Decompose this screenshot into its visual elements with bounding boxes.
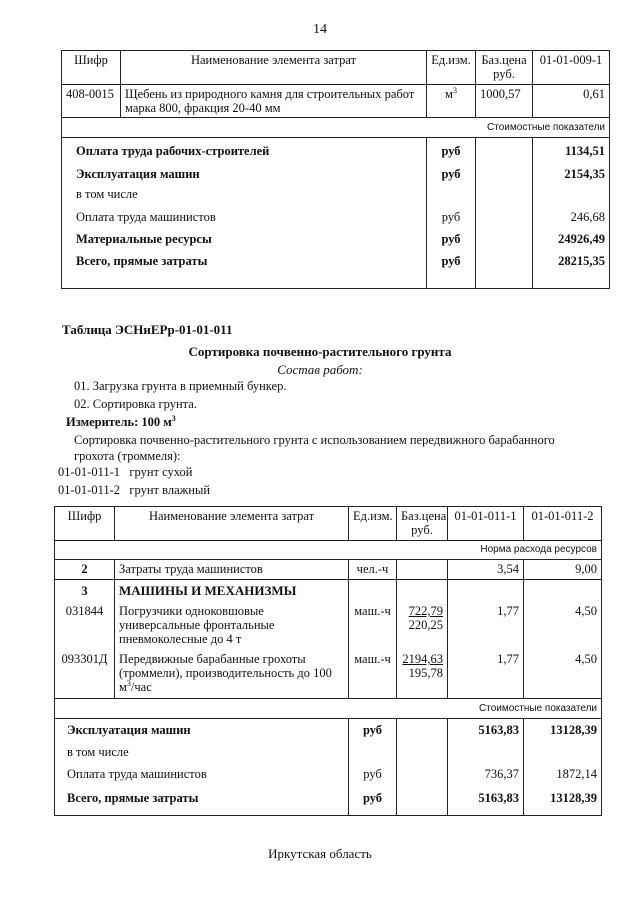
cost-value: 5163,83 bbox=[478, 723, 519, 737]
row-name: Щебень из природного камня для строительных работ марка 800, фракция 20-40 мм bbox=[121, 85, 427, 118]
machine-value: 1,77 bbox=[497, 604, 519, 618]
norm-label: Норма расхода ресурсов bbox=[55, 541, 602, 560]
cost-unit: руб bbox=[363, 767, 382, 781]
cost-value: 28215,35 bbox=[558, 254, 605, 268]
cost-name: Материальные ресурсы bbox=[76, 232, 212, 246]
machine-values-2 bbox=[524, 580, 602, 699]
section-title: Сортировка почвенно-растительного грунта bbox=[188, 344, 452, 359]
price-bottom: 220,25 bbox=[408, 618, 443, 632]
table-header-row bbox=[62, 51, 610, 85]
meter-label: Измеритель: 100 $м^3$ bbox=[66, 413, 176, 429]
cost-value: 5163,83 bbox=[478, 791, 519, 805]
cost-rows bbox=[55, 719, 602, 816]
price-bottom: 195,78 bbox=[408, 666, 443, 680]
row-price bbox=[397, 560, 448, 580]
machine-price bbox=[401, 604, 443, 652]
cost-values bbox=[533, 138, 610, 289]
row-code: 2 bbox=[55, 560, 115, 580]
cost-name: Оплата труда машинистов bbox=[67, 767, 207, 781]
header-variant-1: 01-01-011-1 bbox=[448, 507, 524, 541]
cost-price-empty bbox=[476, 138, 533, 289]
cost-unit: руб bbox=[441, 210, 461, 224]
section-label: Стоимостные показатели bbox=[55, 699, 602, 719]
row-name: Затраты труда машинистов bbox=[115, 560, 349, 580]
section-label: Стоимостные показатели bbox=[62, 118, 610, 138]
cost-value: 24926,49 bbox=[558, 232, 605, 246]
header-unit: Ед.изм. bbox=[427, 51, 476, 85]
header-variant-2: 01-01-011-2 bbox=[524, 507, 602, 541]
header-price: Баз.цена руб. bbox=[397, 507, 448, 541]
row-value-1: 3,54 bbox=[448, 560, 524, 580]
cost-value: 1134,51 bbox=[565, 144, 605, 158]
price-top: 2194,63 bbox=[402, 652, 443, 666]
cost-name: Оплата труда рабочих-строителей bbox=[76, 144, 270, 158]
cost-values-2 bbox=[524, 719, 602, 816]
row-value-2: 9,00 bbox=[524, 560, 602, 580]
machine-name: Передвижные барабанные грохоты (троммели), производительность до 100 $м^3$/час bbox=[119, 652, 332, 694]
cost-value: 13128,39 bbox=[550, 791, 597, 805]
cost-value bbox=[452, 745, 519, 767]
cost-names bbox=[55, 719, 349, 816]
cost-unit bbox=[353, 745, 392, 767]
header-price: Баз.цена руб. bbox=[476, 51, 533, 85]
machine-code: 031844 bbox=[65, 604, 104, 618]
cost-name: Эксплуатация машин bbox=[76, 167, 200, 181]
resource-table-2 bbox=[54, 506, 602, 816]
cost-name: Эксплуатация машин bbox=[67, 723, 191, 737]
resource-table-1 bbox=[61, 50, 610, 289]
cost-unit: руб bbox=[441, 232, 461, 246]
row-value: 0,61 bbox=[533, 85, 610, 118]
cost-name: в том числе bbox=[76, 187, 138, 201]
cost-name: Всего, прямые затраты bbox=[67, 791, 199, 805]
step-1: 01. Загрузка грунта в приемный бункер. bbox=[74, 379, 287, 393]
cost-value: 736,37 bbox=[484, 767, 519, 781]
page-number: 14 bbox=[313, 22, 327, 37]
cost-unit bbox=[431, 187, 471, 210]
table-row bbox=[62, 85, 610, 118]
composition-label: Состав работ: bbox=[277, 362, 363, 377]
header-unit: Ед.изм. bbox=[349, 507, 397, 541]
machine-unit: маш.-ч bbox=[354, 604, 391, 618]
variant-2: 01-01-011-2 грунт влажный bbox=[58, 483, 211, 497]
header-code: Шифр bbox=[55, 507, 115, 541]
machine-values-1 bbox=[448, 580, 524, 699]
machine-code: 093301Д bbox=[61, 652, 108, 666]
cost-name: Оплата труда машинистов bbox=[76, 210, 216, 224]
cost-price-empty bbox=[397, 719, 448, 816]
cost-unit: руб bbox=[441, 167, 461, 181]
section-row bbox=[55, 699, 602, 719]
machine-codes bbox=[55, 580, 115, 699]
step-2: 02. Сортировка грунта. bbox=[74, 397, 197, 411]
cost-names bbox=[62, 138, 427, 289]
cost-value: 2154,35 bbox=[564, 167, 605, 181]
machine-unit: маш.-ч bbox=[354, 652, 391, 666]
machine-price bbox=[401, 652, 443, 696]
cost-units bbox=[349, 719, 397, 816]
machine-prices bbox=[397, 580, 448, 699]
cost-value: 13128,39 bbox=[550, 723, 597, 737]
cost-value bbox=[528, 745, 597, 767]
cost-unit: руб bbox=[362, 723, 383, 737]
header-name: Наименование элемента затрат bbox=[115, 507, 349, 541]
machine-value: 1,77 bbox=[497, 652, 519, 666]
cost-values-1 bbox=[448, 719, 524, 816]
price-top: 722,79 bbox=[408, 604, 443, 618]
row-price: 1000,57 bbox=[476, 85, 533, 118]
group-code: 3 bbox=[81, 584, 88, 598]
table-label: Таблица ЭСНиЕРр-01-01-011 bbox=[62, 322, 233, 337]
cost-value: 246,68 bbox=[570, 210, 605, 224]
group-name: МАШИНЫ И МЕХАНИЗМЫ bbox=[119, 583, 297, 598]
section-row bbox=[62, 118, 610, 138]
machine-name: Погрузчики одноковшовые универсальные фронтальные пневмоколесные до 4 т bbox=[119, 604, 275, 646]
description: Сортировка почвенно-растительного грунта с использованием передвижного барабанного грохота (троммеля): bbox=[74, 433, 555, 463]
row-unit: чел.-ч bbox=[349, 560, 397, 580]
footer-region: Иркутская область bbox=[268, 846, 372, 861]
cost-value: 1872,14 bbox=[556, 767, 597, 781]
header-name: Наименование элемента затрат bbox=[121, 51, 427, 85]
cost-unit: руб bbox=[362, 791, 383, 805]
header-variant: 01-01-009-1 bbox=[533, 51, 610, 85]
cost-unit: руб bbox=[441, 144, 461, 158]
cost-name: Всего, прямые затраты bbox=[76, 254, 208, 268]
machines-block bbox=[55, 580, 602, 699]
row-unit: $м^3$ bbox=[427, 85, 476, 118]
table-row bbox=[55, 560, 602, 580]
cost-name: в том числе bbox=[67, 745, 129, 759]
norm-row bbox=[55, 541, 602, 560]
machine-names bbox=[115, 580, 349, 699]
cost-units bbox=[427, 138, 476, 289]
cost-rows bbox=[62, 138, 610, 289]
cost-value bbox=[537, 187, 605, 210]
header-code: Шифр bbox=[62, 51, 121, 85]
cost-unit: руб bbox=[441, 254, 461, 268]
row-code: 408-0015 bbox=[62, 85, 121, 118]
machine-value: 4,50 bbox=[575, 652, 597, 666]
variant-1: 01-01-011-1 грунт сухой bbox=[58, 465, 193, 479]
table-header-row bbox=[55, 507, 602, 541]
machine-units bbox=[349, 580, 397, 699]
machine-value: 4,50 bbox=[575, 604, 597, 618]
